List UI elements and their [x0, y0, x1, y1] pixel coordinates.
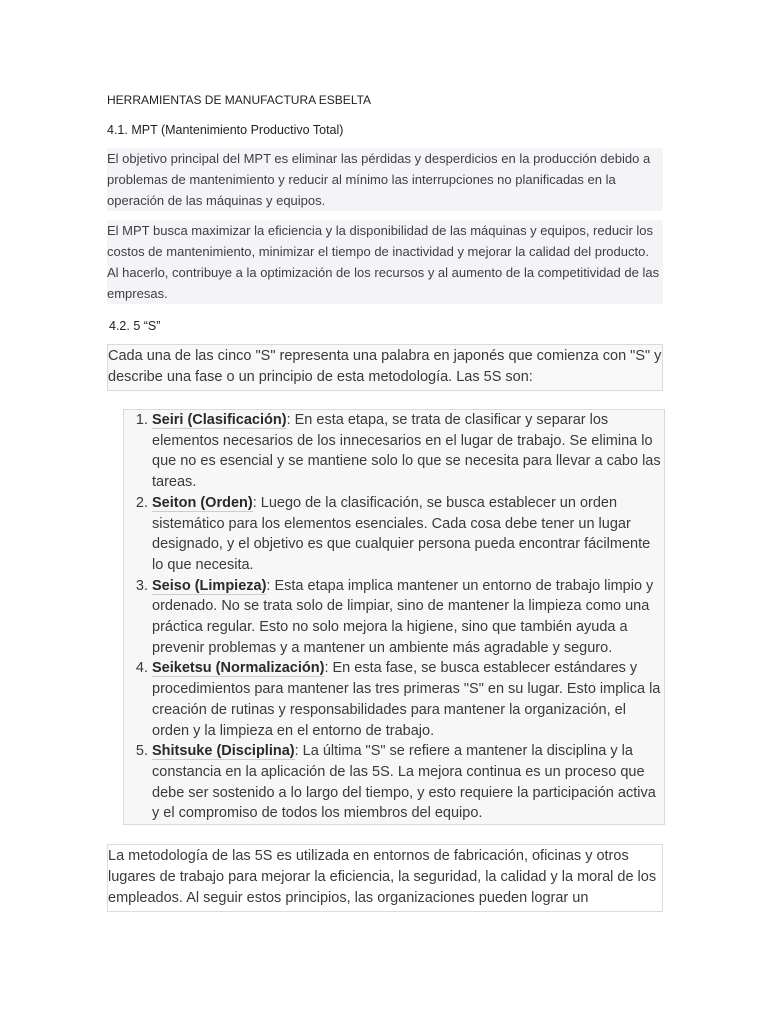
- list-item-term: Seiri (Clasificación): [152, 412, 287, 428]
- list-item: [152, 493, 662, 576]
- list-item-text: : Esta etapa implica mantener un entorno de trabajo limpio y ordenado. No se trata solo de limpiar, sino de mantener la limpieza como una práctica regular. Esto no solo mejora la higiene, sino que también ayuda a prevenir problemas y a mantener un ambiente más agradable y seguro.: [152, 577, 654, 656]
- section-heading-5s: 4.2. 5 “S”: [109, 319, 161, 333]
- 5s-closing-paragraph: La metodología de las 5S es utilizada en entornos de fabricación, oficinas y otros lugares de trabajo para mejorar la eficiencia, la seguridad, la calidad y la moral de los empleados. Al seguir estos principios, las organizaciones pueden lograr un: [107, 844, 663, 912]
- 5s-intro-paragraph: Cada una de las cinco "S" representa una palabra en japonés que comienza con "S" y describe una fase o un principio de esta metodología. Las 5S son:: [107, 344, 663, 391]
- mpt-paragraph-objective: El objetivo principal del MPT es eliminar las pérdidas y desperdicios en la producción debido a problemas de mantenimiento y reducir al mínimo las interrupciones no planificadas en la operación de las máquinas y equipos.: [107, 148, 663, 211]
- 5s-list: [124, 410, 662, 824]
- list-item-term: Seiso (Limpieza): [152, 577, 267, 594]
- list-item: [152, 741, 662, 824]
- list-item-text: : En esta fase, se busca establecer estándares y procedimientos para mantener las tres primeras "S" en su lugar. Esto implica la creación de rutinas y responsabilidades para mantener la organización, el orden y la limpieza en el entorno de trabajo.: [152, 660, 661, 739]
- 5s-list-box: [123, 409, 665, 825]
- document-title: HERRAMIENTAS DE MANUFACTURA ESBELTA: [107, 93, 372, 107]
- mpt-paragraph-benefits: El MPT busca maximizar la eficiencia y la disponibilidad de las máquinas y equipos, reducir los costos de mantenimiento, minimizar el tiempo de inactividad y mejorar la calidad del producto. Al hacerlo, contribuye a la optimización de los recursos y al aumento de la competitividad de las empresas.: [107, 220, 663, 304]
- list-item-term: Shitsuke (Disciplina): [152, 743, 295, 760]
- list-item-text: : La última "S" se refiere a mantener la disciplina y la constancia en la aplicación de las 5S. La mejora continua es un proceso que debe ser sostenido a lo largo del tiempo, y esto requiere la participación activa y el compromiso de todos los miembros del equipo.: [152, 743, 656, 822]
- list-item-text: : Luego de la clasificación, se busca establecer un orden sistemático para los elementos esenciales. Cada cosa debe tener un lugar designado, y el objetivo es que cualquier persona pueda encontrar fácilmente lo que necesita.: [152, 494, 651, 573]
- list-item: [152, 658, 662, 741]
- document-page: [107, 92, 663, 912]
- section-heading-mpt: 4.1. MPT (Mantenimiento Productivo Total): [107, 123, 344, 137]
- list-item: [152, 410, 662, 493]
- list-item-term: Seiton (Orden): [152, 494, 253, 511]
- list-item-text: : En esta etapa, se trata de clasificar y separar los elementos necesarios de los innecesarios en el lugar de trabajo. Se elimina lo que no es esencial y se mantiene solo lo que se necesita para llevar a cabo las tareas.: [152, 412, 661, 491]
- list-item-term: Seiketsu (Normalización): [152, 660, 325, 677]
- list-item: [152, 576, 662, 659]
